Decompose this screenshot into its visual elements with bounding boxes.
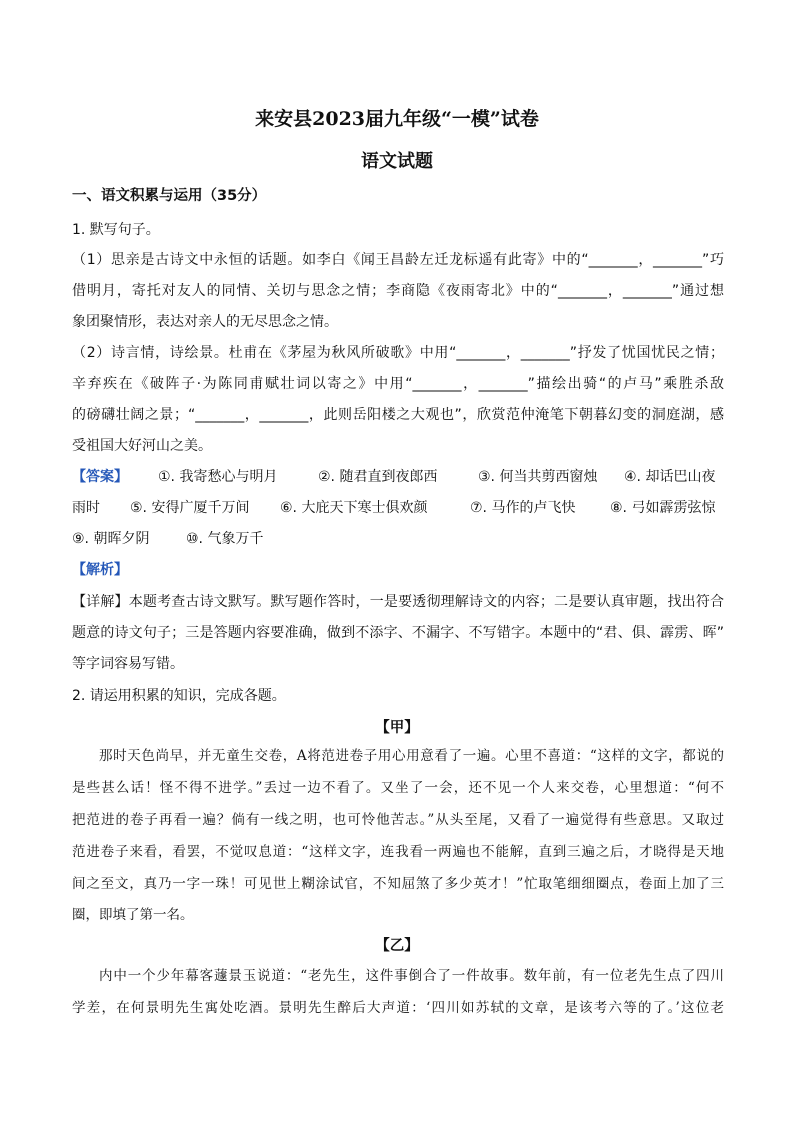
passage-jia-label: 【甲】 (375, 720, 419, 736)
answer-item: 雨时 (72, 500, 100, 516)
detail-line: 题意的诗文句子；三是答题内容要准确，做到不添字、不漏字、不写错字。本题中的“君、俱、霹雳、晖” (72, 625, 724, 641)
answer-item: ⑦. 马作的卢飞快 (470, 500, 576, 516)
passage-jia-line: 圈，即填了第一名。 (72, 907, 194, 923)
answer-item: ③. 何当共剪西窗烛 (478, 469, 598, 485)
answer-item: ⑧. 弓如霹雳弦惊 (610, 500, 716, 516)
exam-subtitle: 语文试题 (361, 151, 433, 172)
answer-item: ⑨. 朝晖夕阴 (72, 531, 150, 547)
exam-title: 来安县2023届九年级“一模”试卷 (255, 108, 539, 130)
answer-item: ①. 我寄愁心与明月 (158, 469, 278, 485)
section-heading: 一、语文积累与运用（35分） (72, 188, 267, 204)
passage-jia-line: 间之至文，真乃一字一珠！可见世上糊涂试官，不知屈煞了多少英才！”忙取笔细细圈点，卷面上加了三 (72, 876, 724, 892)
answer-item: ⑥. 大庇天下寒士俱欢颜 (280, 500, 428, 516)
passage-yi-label: 【乙】 (375, 938, 419, 954)
question-1-prompt: 1. 默写句子。 (72, 222, 160, 238)
q1-part2-line: 受祖国大好河山之美。 (72, 438, 212, 454)
passage-yi-line: 内中一个少年幕客蘧景玉说道：“老先生，这件事倒合了一件故事。数年前，有一位老先生点了四川 (99, 968, 724, 984)
answer-item: ⑩. 气象万千 (186, 531, 264, 547)
passage-jia-line: 那时天色尚早，并无童生交卷，A将范进卷子用心用意看了一遍。心里不喜道：“这样的文字，都说的 (99, 748, 724, 764)
answer-row (72, 529, 263, 549)
analysis-label: 【解析】 (72, 562, 128, 578)
q1-part2-line: 的磅礴壮阔之景；“_______，_______，此则岳阳楼之大观也”，欣赏范仲淹笔下朝暮幻变的洞庭湖，感 (72, 407, 724, 423)
passage-yi-line: 学差，在何景明先生寓处吃酒。景明先生醉后大声道：‘四川如苏轼的文章，是该考六等的了。’这位老 (72, 1000, 724, 1016)
q1-part1-line: 象团聚情形，表达对亲人的无尽思念之情。 (72, 314, 338, 330)
q1-part1-line: （1）思亲是古诗文中永恒的话题。如李白《闻王昌龄左迁龙标遥有此寄》中的“_______，_______”巧 (72, 252, 724, 268)
detail-line: 【详解】本题考查古诗文默写。默写题作答时，一是要透彻理解诗文的内容；二是要认真审题，找出符合 (72, 594, 724, 610)
answer-label: 【答案】 (72, 469, 128, 485)
answer-item: ⑤. 安得广厦千万间 (130, 500, 250, 516)
passage-jia-line: 把范进的卷子再看一遍？倘有一线之明，也可怜他苦志。”从头至尾，又看了一遍觉得有些意思。又取过 (72, 812, 724, 828)
answer-row (72, 498, 724, 518)
q1-part2-line: 辛弃疾在《破阵子·为陈同甫赋壮词以寄之》中用“_______，_______”描绘出骑“的卢马”乘胜杀敌 (72, 376, 724, 392)
question-2-prompt: 2. 请运用积累的知识，完成各题。 (72, 688, 286, 704)
passage-jia-line: 是些甚么话！怪不得不进学。”丢过一边不看了。又坐了一会，还不见一个人来交卷，心里想道：“何不 (72, 780, 724, 796)
q1-part2-line: （2）诗言情，诗绘景。杜甫在《茅屋为秋风所破歌》中用“_______，_______”抒发了忧国忧民之情； (72, 345, 724, 361)
answer-item: ②. 随君直到夜郎西 (318, 469, 438, 485)
answer-item: ④. 却话巴山夜 (624, 469, 716, 485)
detail-line: 等字词容易写错。 (72, 656, 184, 672)
q1-part1-line: 借明月，寄托对友人的同情、关切与思念之情；李商隐《夜雨寄北》中的“_______，_______”通过想 (72, 283, 724, 299)
answer-row (72, 467, 724, 487)
passage-jia-line: 范进卷子来看，看罢，不觉叹息道：“这样文字，连我看一两遍也不能解，直到三遍之后，才晓得是天地 (72, 844, 724, 860)
